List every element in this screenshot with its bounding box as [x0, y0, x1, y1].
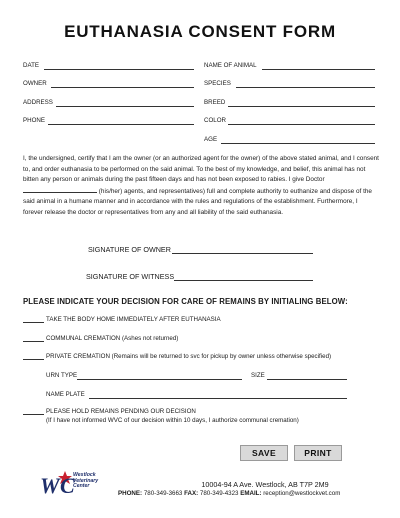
save-button[interactable]: SAVE	[240, 445, 288, 461]
address-label: ADDRESS	[23, 99, 53, 106]
form-title: EUTHANASIA CONSENT FORM	[64, 22, 336, 41]
owner-label: OWNER	[23, 80, 47, 87]
logo-line-2: Veterinary	[73, 477, 99, 484]
age-label: AGE	[204, 136, 218, 143]
date-field[interactable]	[44, 69, 194, 70]
hold-option: PLEASE HOLD REMAINS PENDING OUR DECISION	[46, 408, 196, 415]
clinic-address: 10004-94 A Ave. Westlock, AB T7P 2M9	[201, 480, 329, 489]
size-field[interactable]	[267, 379, 347, 380]
print-button[interactable]: PRINT	[294, 445, 342, 461]
color-label: COLOR	[204, 117, 227, 124]
name-plate-label: NAME PLATE	[46, 391, 85, 398]
urn-type-label: URN TYPE	[46, 372, 78, 379]
consent-text-part1: I, the undersigned, certify that I am the owner (or an authorized agent for the owner) of the above stated animal, and I consent to, and order euthanasia to be performed on the said animal. To the best of my knowledge, and belief, this animal has not bitten any person or animals during the past fifteen days and has not been exposed to rabies. I give Doctor	[23, 155, 379, 184]
color-field[interactable]	[228, 124, 375, 125]
phone-label-footer: PHONE:	[118, 490, 143, 497]
email-label: EMAIL:	[240, 490, 262, 497]
fax-number: 780-349-4323	[199, 490, 239, 497]
consent-text-part2: (his/her) agents, and representatives) full and complete authority to euthanize and dispose of the said animal in a humane manner and in accordance with the rules and regulations of the establishment. Furthermore, I forever release the doctor or representatives from any and all liability of the said euthanasia.	[23, 187, 372, 216]
clinic-contact	[118, 490, 340, 497]
address-field[interactable]	[56, 106, 194, 107]
svg-text:W: W	[40, 473, 60, 498]
breed-label: BREED	[204, 99, 226, 106]
urn-type-field[interactable]	[77, 379, 242, 380]
logo-line-1: Westlock	[73, 472, 96, 478]
private-option: PRIVATE CREMATION (Remains will be returned to svc for pickup by owner unless otherwise specified)	[46, 353, 332, 360]
size-label: SIZE	[251, 372, 265, 379]
species-label: SPECIES	[204, 80, 231, 87]
communal-option: COMMUNAL CREMATION (Ashes not returned)	[46, 335, 179, 342]
consent-paragraph	[23, 154, 379, 219]
animal-name-label: NAME OF ANIMAL	[204, 62, 257, 69]
owner-signature-label: SIGNATURE OF OWNER	[88, 245, 171, 254]
witness-signature-label: SIGNATURE OF WITNESS	[86, 272, 175, 281]
breed-field[interactable]	[228, 106, 375, 107]
remains-heading: PLEASE INDICATE YOUR DECISION FOR CARE OF REMAINS BY INITIALING BELOW:	[23, 297, 348, 306]
phone-field[interactable]	[48, 124, 194, 125]
hold-initial-field[interactable]	[23, 414, 44, 415]
species-field[interactable]	[236, 87, 375, 88]
clinic-logo-text	[73, 473, 98, 490]
phone-number[interactable]: 780-349-3663	[143, 490, 183, 497]
take-home-option: TAKE THE BODY HOME IMMEDIATELY AFTER EUTHANASIA	[46, 316, 221, 323]
witness-signature-field[interactable]	[174, 280, 313, 281]
logo-line-3: Center	[73, 483, 90, 490]
doctor-name-field[interactable]	[23, 186, 97, 193]
private-initial-field[interactable]	[23, 359, 44, 360]
animal-name-field[interactable]	[262, 69, 375, 70]
name-plate-field[interactable]	[89, 398, 347, 399]
owner-field[interactable]	[51, 87, 194, 88]
date-label: DATE	[23, 62, 40, 69]
fax-label: FAX:	[184, 490, 199, 497]
svg-text:C: C	[60, 473, 75, 498]
hold-note: (If I have not informed WVC of our decision within 10 days, I authorize communal cremation)	[46, 417, 299, 424]
age-field[interactable]	[221, 143, 375, 144]
phone-label: PHONE	[23, 117, 46, 124]
owner-signature-field[interactable]	[172, 253, 313, 254]
communal-initial-field[interactable]	[23, 341, 44, 342]
email-address[interactable]: reception@westlockvet.com	[263, 490, 341, 497]
take-home-initial-field[interactable]	[23, 322, 44, 323]
